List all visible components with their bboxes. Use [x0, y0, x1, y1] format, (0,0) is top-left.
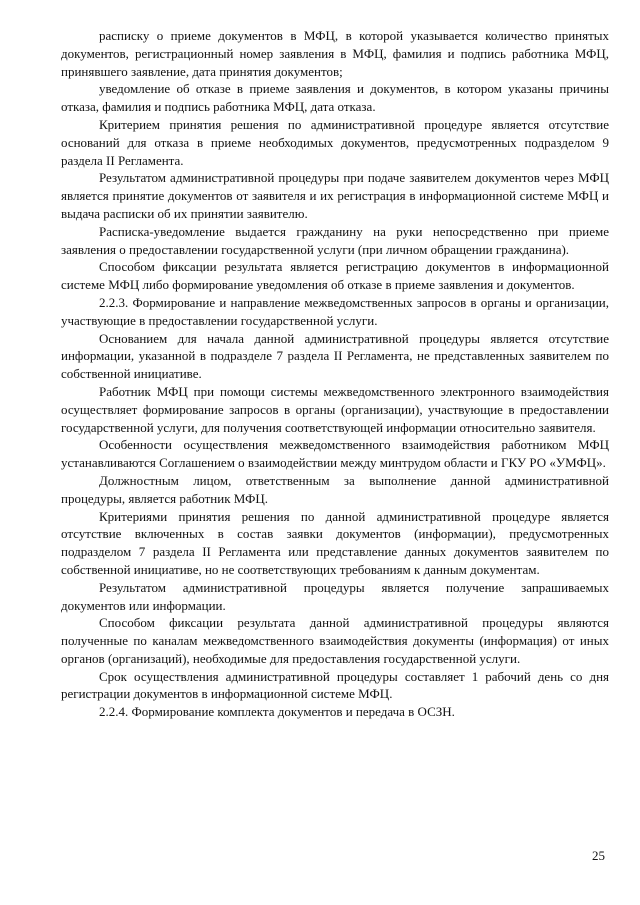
document-body — [61, 27, 609, 721]
paragraph-fixation-method: Способом фиксации результата является регистрацию документов в информационной системе МФЦ либо формирование уведомления об отказе в приеме заявления и документов. — [61, 259, 609, 293]
paragraph-result-fixation: Способом фиксации результата данной административной процедуры являются полученные по каналам межведомственного взаимодействия документы (информация) от иных органов (организаций), необходимые для предоставления государственной услуги. — [61, 615, 609, 666]
paragraph-procedure-outcome: Результатом административной процедуры является получение запрашиваемых документов или информации. — [61, 579, 609, 613]
paragraph-decision-criterion: Критерием принятия решения по административной процедуре является отсутствие оснований для отказа в приеме необходимых документов, предусмотренных подразделом 9 раздела II Регламента. — [61, 116, 609, 168]
paragraph-receipt: расписку о приеме документов в МФЦ, в которой указывается количество принятых документов, регистрационный номер заявления в МФЦ, фамилия и подпись работника МФЦ, принявшего заявление, дата принятия документов; — [61, 28, 609, 79]
section-heading-2-2-4: 2.2.4. Формирование комплекта документов и передача в ОСЗН. — [99, 704, 455, 720]
paragraph-procedure-basis: Основанием для начала данной административной процедуры является отсутствие информации, указанной в подразделе 7 раздела II Регламента, не представленных заявителем по собственной инициативе. — [61, 330, 609, 382]
page-number: 25 — [592, 848, 605, 863]
section-heading-2-2-3: 2.2.3. Формирование и направление межведомственных запросов в органы и организации, участвующие в предоставлении государственной услуги. — [61, 294, 609, 328]
paragraph-procedure-duration: Срок осуществления административной процедуры составляет 1 рабочий день со дня регистрации документов в информационной системе МФЦ. — [61, 668, 609, 702]
paragraph-interaction-specifics: Особенности осуществления межведомственного взаимодействия работником МФЦ устанавливаются Соглашением о взаимодействии между минтрудом области и ГКУ РО «УМФЦ». — [61, 437, 609, 471]
paragraph-decision-criteria: Критериями принятия решения по данной административной процедуре является отсутствие включенных в состав заявки документов (информации), предусмотренных подразделом 7 раздела II Регламента или представление данных документов заявителем по собственной инициативе, но не соответствующих требованиям к данным документам. — [61, 508, 609, 577]
paragraph-procedure-result: Результатом административной процедуры при подаче заявителем документов через МФЦ является принятие документов от заявителя и их регистрация в информационной системе МФЦ и выдача расписки об их принятии заявителю. — [61, 170, 609, 221]
paragraph-responsible-official: Должностным лицом, ответственным за выполнение данной административной процедуры, является работник МФЦ. — [61, 472, 609, 506]
paragraph-receipt-notice: Расписка-уведомление выдается гражданину на руки непосредственно при приеме заявления о предоставлении государственной услуги (при личном обращении гражданина). — [61, 223, 609, 257]
paragraph-refusal-notice: уведомление об отказе в приеме заявления и документов, в котором указаны причины отказа, фамилия и подпись работника МФЦ, дата отказа. — [61, 81, 609, 115]
paragraph-interagency-requests: Работник МФЦ при помощи системы межведомственного электронного взаимодействия осуществляет формирование запросов в органы (организации), участвующие в предоставлении государственной услуги, для получения соответствующей информации относительно заявителя. — [61, 383, 609, 435]
